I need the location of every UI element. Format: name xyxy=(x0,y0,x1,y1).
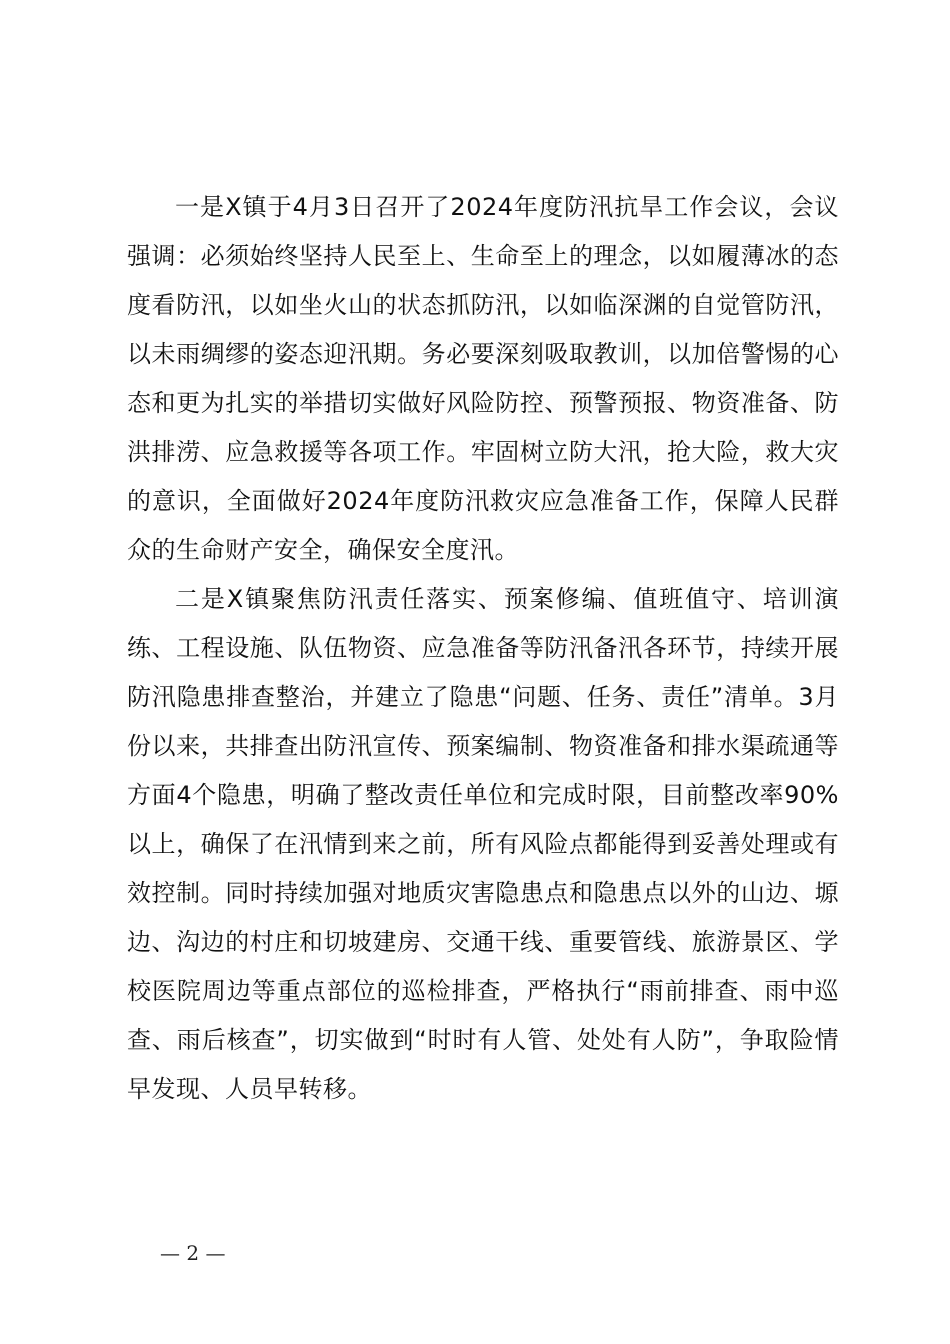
paragraph-2: 二是X镇聚焦防汛责任落实、预案修编、值班值守、培训演练、工程设施、队伍物资、应急准备等防汛备汛各环节，持续开展防汛隐患排查整治，并建立了隐患“问题、任务、责任”清单。3月份以来，共排查出防汛宣传、预案编制、物资准备和排水渠疏通等方面4个隐患，明确了整改责任单位和完成时限，目前整改率90%以上，确保了在汛情到来之前，所有风险点都能得到妥善处理或有效控制。同时持续加强对地质灾害隐患点和隐患点以外的山边、塬边、沟边的村庄和切坡建房、交通干线、重要管线、旅游景区、学校医院周边等重点部位的巡检排查，严格执行“雨前排查、雨中巡查、雨后核查”，切实做到“时时有人管、处处有人防”，争取险情早发现、人员早转移。 xyxy=(127,585,839,1103)
document-body xyxy=(127,183,839,1114)
page-number: — 2 — xyxy=(160,1241,226,1265)
paragraph-1: 一是X镇于4月3日召开了2024年度防汛抗旱工作会议，会议强调：必须始终坚持人民至上、生命至上的理念，以如履薄冰的态度看防汛，以如坐火山的状态抓防汛，以如临深渊的自觉管防汛，以未雨绸缪的姿态迎汛期。务必要深刻吸取教训，以加倍警惕的心态和更为扎实的举措切实做好风险防控、预警预报、物资准备、防洪排涝、应急救援等各项工作。牢固树立防大汛，抢大险，救大灾的意识，全面做好2024年度防汛救灾应急准备工作，保障人民群众的生命财产安全，确保安全度汛。 xyxy=(127,193,839,564)
